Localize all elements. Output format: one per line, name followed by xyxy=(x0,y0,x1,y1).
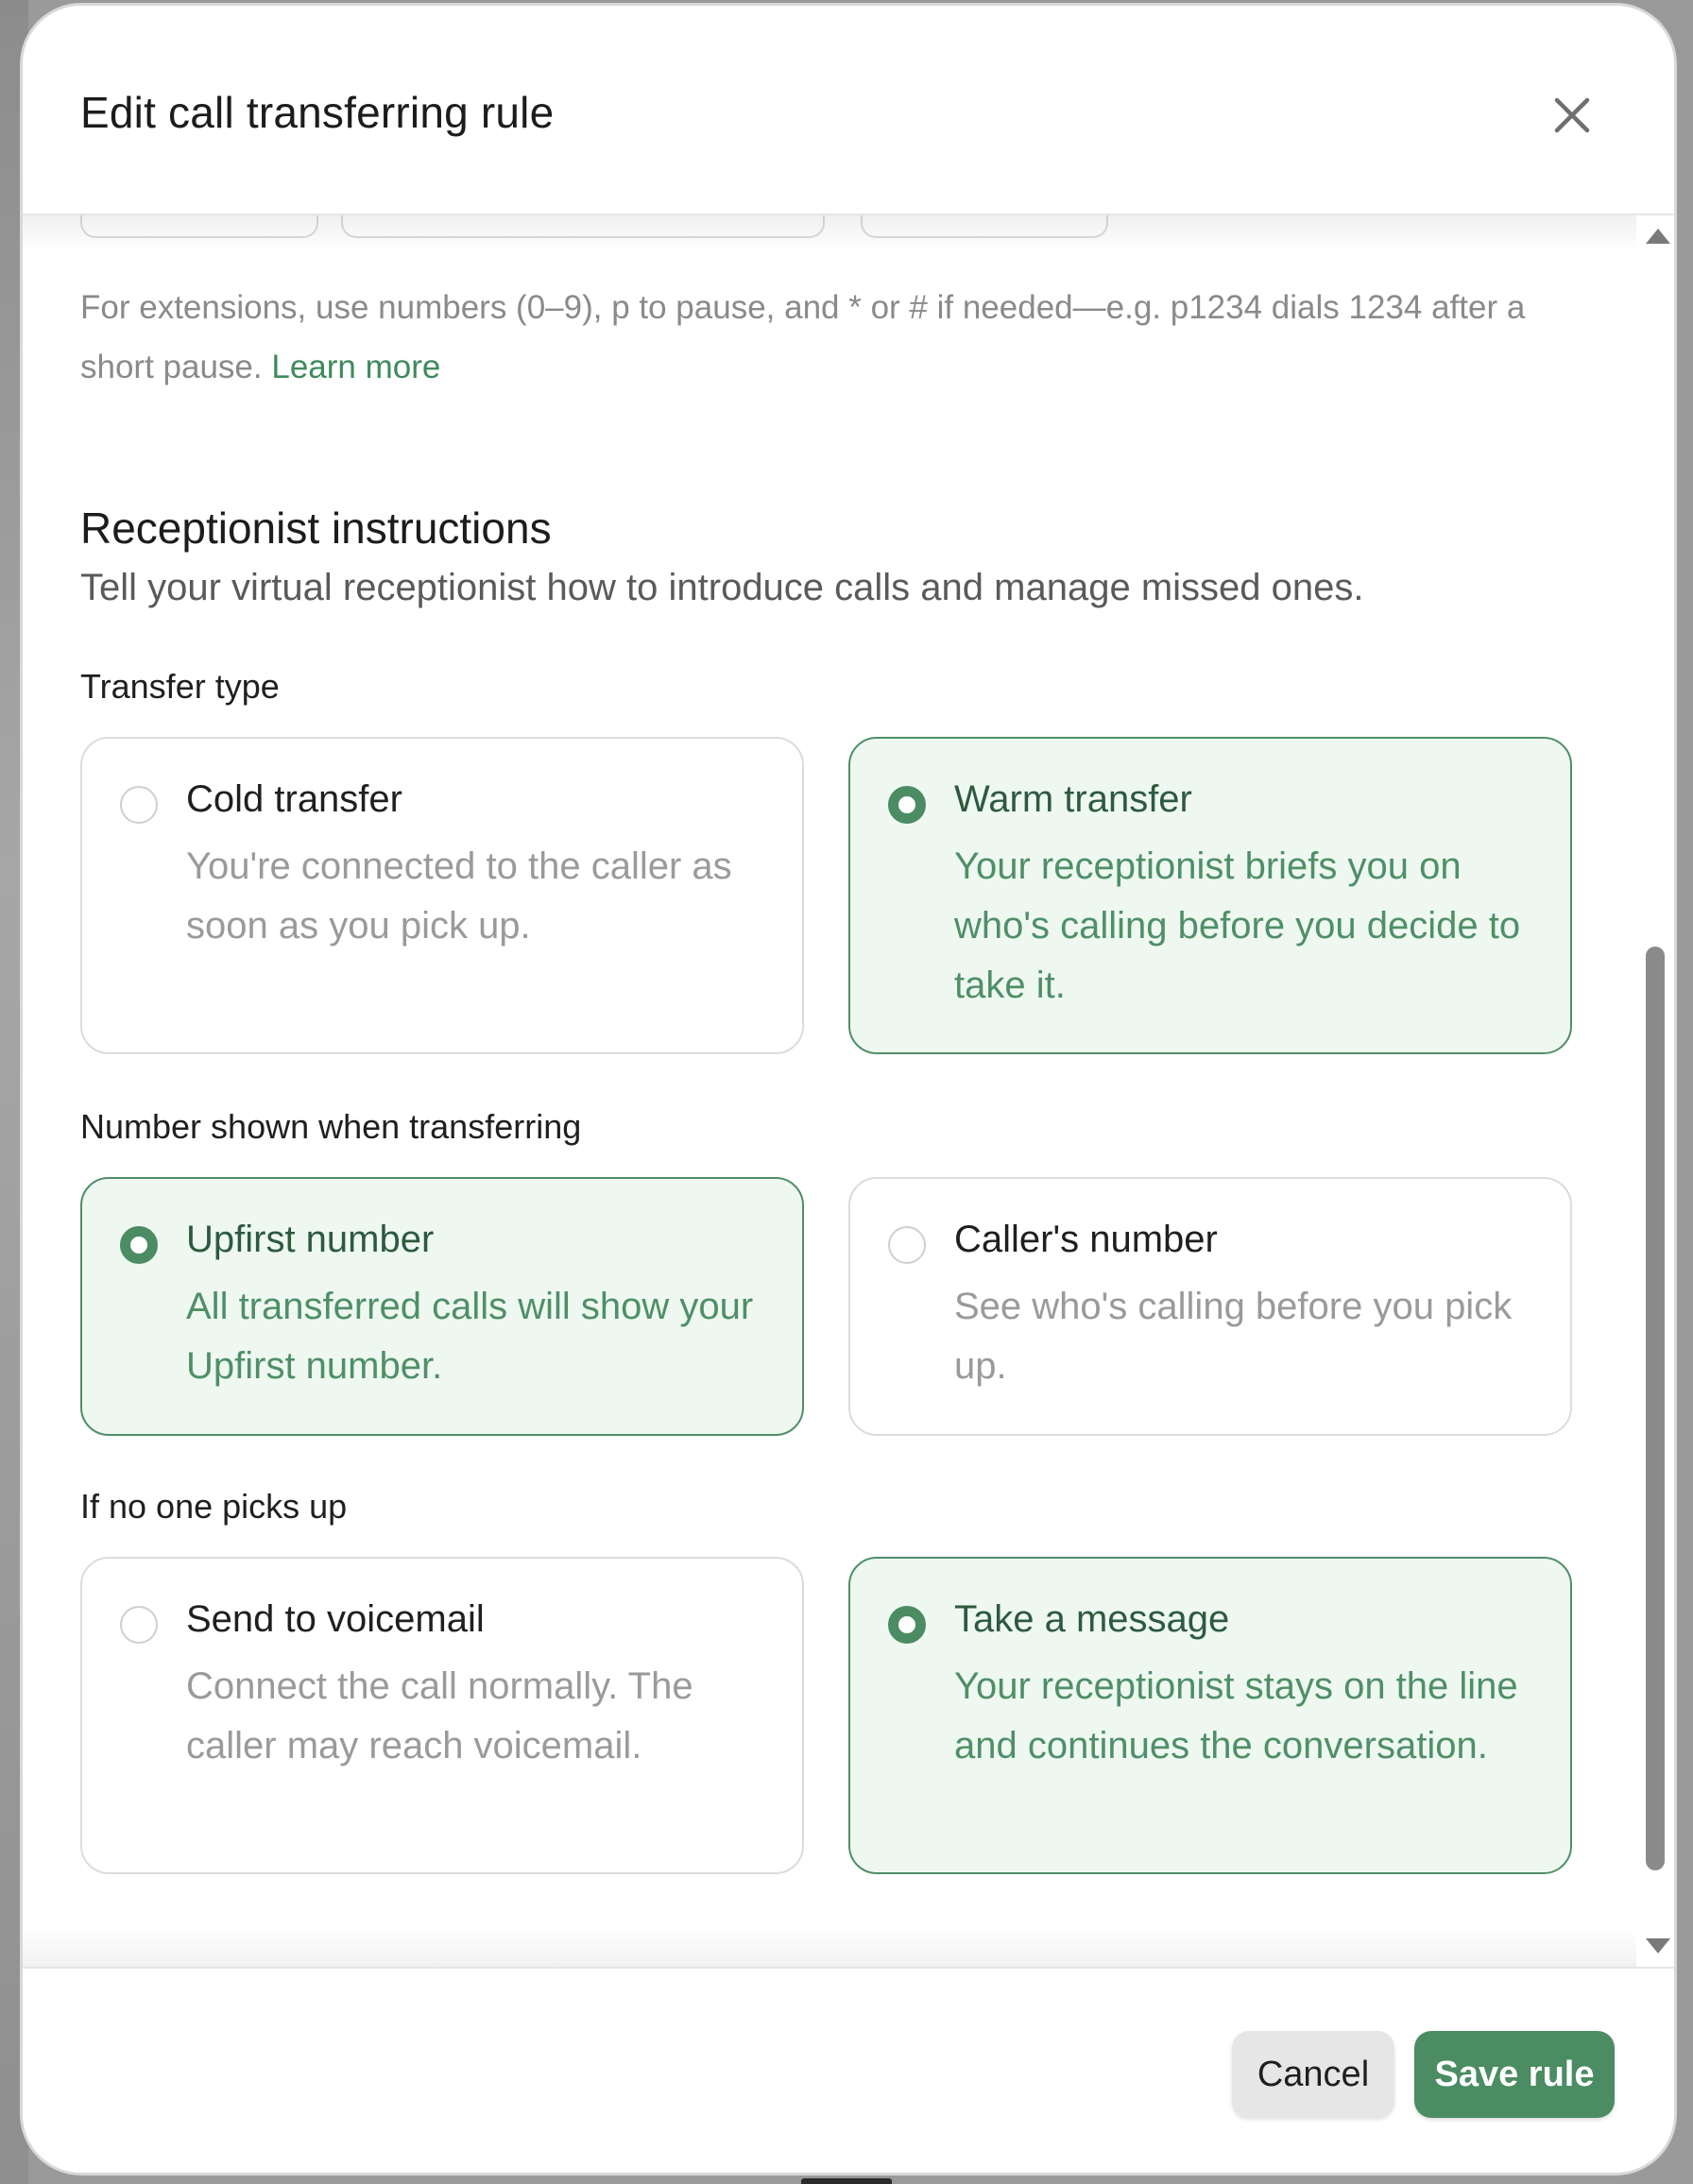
option-title: Cold transfer xyxy=(186,778,402,820)
transfer-type-label: Transfer type xyxy=(80,667,280,706)
scroll-shadow-bottom xyxy=(23,1929,1636,1967)
option-description: You're connected to the caller as soon as you pick up. xyxy=(186,845,732,947)
radio-warm-transfer[interactable] xyxy=(888,786,926,824)
option-take-a-message[interactable] xyxy=(848,1557,1572,1874)
close-icon xyxy=(1553,96,1591,134)
scroll-up-arrow-icon[interactable] xyxy=(1646,229,1670,244)
dialog-header xyxy=(23,6,1674,215)
receptionist-section-description: Tell your virtual receptionist how to introduce calls and manage missed ones. xyxy=(80,567,1364,608)
edit-rule-dialog xyxy=(23,6,1674,2173)
option-cold-transfer[interactable] xyxy=(80,737,804,1054)
close-button[interactable] xyxy=(1546,89,1599,142)
option-description: Your receptionist briefs you on who's calling before you decide to take it. xyxy=(954,845,1521,1006)
cancel-button[interactable]: Cancel xyxy=(1232,2031,1394,2118)
dialog-body[interactable] xyxy=(23,215,1674,1967)
radio-cold-transfer[interactable] xyxy=(120,786,158,824)
helper-text-body: For extensions, use numbers (0–9), p to pause, and * or # if needed—e.g. p1234 dials 1234 after a short pause. xyxy=(80,289,1526,385)
dialog-title: Edit call transferring rule xyxy=(80,88,555,137)
home-indicator xyxy=(801,2178,892,2184)
option-send-to-voicemail[interactable] xyxy=(80,1557,804,1874)
save-rule-button[interactable]: Save rule xyxy=(1414,2031,1615,2118)
option-description: All transferred calls will show your Upfirst number. xyxy=(186,1286,754,1387)
option-title: Send to voicemail xyxy=(186,1598,485,1640)
radio-upfirst-number[interactable] xyxy=(120,1226,158,1264)
radio-callers-number[interactable] xyxy=(888,1226,926,1264)
number-shown-label: Number shown when transferring xyxy=(80,1107,582,1146)
option-description: See who's calling before you pick up. xyxy=(954,1286,1513,1387)
option-upfirst-number[interactable] xyxy=(80,1177,804,1436)
option-callers-number[interactable] xyxy=(848,1177,1572,1436)
option-description: Your receptionist stays on the line and continues the conversation. xyxy=(954,1665,1518,1766)
learn-more-link[interactable]: Learn more xyxy=(271,349,441,385)
no-pickup-label: If no one picks up xyxy=(80,1487,348,1526)
scrollbar-thumb[interactable] xyxy=(1646,947,1665,1870)
option-title: Upfirst number xyxy=(186,1219,435,1260)
dialog-footer xyxy=(23,1967,1674,2173)
scroll-shadow-top xyxy=(23,215,1636,253)
receptionist-section-title: Receptionist instructions xyxy=(80,503,552,553)
radio-take-a-message[interactable] xyxy=(888,1606,926,1644)
extension-helper-text xyxy=(80,278,1592,397)
vertical-scrollbar[interactable] xyxy=(1636,215,1674,1967)
scroll-down-arrow-icon[interactable] xyxy=(1646,1938,1670,1954)
option-title: Caller's number xyxy=(954,1219,1218,1260)
option-title: Warm transfer xyxy=(954,778,1192,820)
radio-send-to-voicemail[interactable] xyxy=(120,1606,158,1644)
option-title: Take a message xyxy=(954,1598,1230,1640)
option-warm-transfer[interactable] xyxy=(848,737,1572,1054)
option-description: Connect the call normally. The caller may reach voicemail. xyxy=(186,1665,693,1766)
